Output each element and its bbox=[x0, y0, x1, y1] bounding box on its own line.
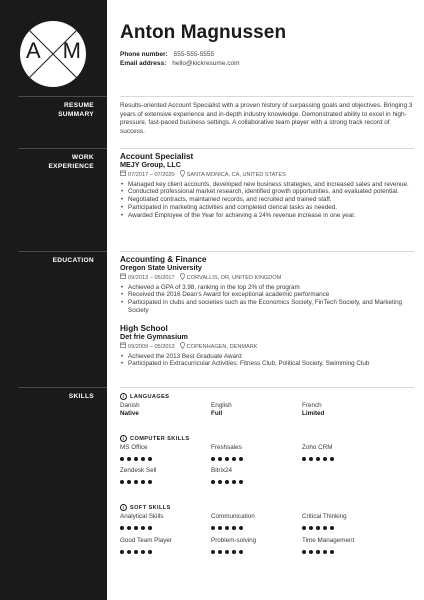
section-title-experience: WORK EXPERIENCE bbox=[48, 154, 94, 170]
rating-dot bbox=[211, 550, 215, 554]
job-meta bbox=[120, 170, 414, 180]
skill-rating bbox=[120, 526, 215, 530]
education-bullets bbox=[120, 284, 414, 316]
sidebar-divider bbox=[18, 96, 107, 97]
phone-label: Phone number: bbox=[120, 51, 168, 58]
rating-dot bbox=[148, 480, 152, 484]
rating-dot bbox=[330, 550, 334, 554]
list-item: • Achieved the 2013 Best Graduate Award bbox=[120, 353, 414, 361]
rating-dot bbox=[239, 480, 243, 484]
rating-dot bbox=[239, 550, 243, 554]
employer-name: MEJY Group, LLC bbox=[120, 160, 181, 169]
rating-dot bbox=[141, 550, 145, 554]
list-item: • Received the 2016 Dean's Award for exceptional academic performance bbox=[120, 291, 414, 299]
monogram-logo bbox=[20, 21, 86, 87]
computer-skill-item: Freshsales bbox=[211, 444, 306, 461]
rating-dot bbox=[218, 550, 222, 554]
calendar-icon bbox=[120, 342, 126, 351]
rating-dot bbox=[141, 480, 145, 484]
rating-dot bbox=[218, 526, 222, 530]
rating-dot bbox=[134, 457, 138, 461]
section-title-education: EDUCATION bbox=[52, 257, 94, 264]
rating-dot bbox=[141, 457, 145, 461]
rating-dot bbox=[127, 480, 131, 484]
degree-title: High School bbox=[120, 324, 168, 333]
calendar-icon bbox=[120, 273, 126, 282]
rating-dot bbox=[148, 550, 152, 554]
skill-rating bbox=[120, 550, 215, 554]
sidebar-divider bbox=[18, 251, 107, 252]
contact-email bbox=[120, 61, 240, 68]
section-divider bbox=[120, 148, 414, 149]
list-item: • Awarded Employee of the Year for achieving a 24% revenue increase in one year. bbox=[120, 212, 414, 220]
education-entry bbox=[120, 324, 414, 368]
rating-dot bbox=[232, 550, 236, 554]
rating-dot bbox=[309, 526, 313, 530]
education-dates: 09/2009 – 05/2013 bbox=[128, 343, 175, 350]
monogram-letter-left: A bbox=[26, 38, 41, 63]
computer-skill-item: Zoho CRM bbox=[302, 444, 397, 461]
soft-skill-item: Problem-solving bbox=[211, 537, 306, 554]
skill-rating bbox=[120, 457, 215, 461]
degree-title: Accounting & Finance bbox=[120, 255, 207, 264]
computer-skill-item: Zendesk Sell bbox=[120, 467, 215, 484]
experience-entry bbox=[120, 152, 414, 220]
rating-dot bbox=[239, 526, 243, 530]
rating-dot bbox=[218, 457, 222, 461]
email-value[interactable]: hello@kickresume.com bbox=[172, 60, 240, 67]
rating-dot bbox=[302, 526, 306, 530]
list-item: • Participated in Extracurricular Activities: Fitness Club, Political Society, Swimming Club bbox=[120, 360, 414, 368]
rating-dot bbox=[211, 457, 215, 461]
soft-skills-heading: i SOFT SKILLS bbox=[120, 504, 171, 511]
rating-dot bbox=[302, 457, 306, 461]
skill-rating bbox=[120, 480, 215, 484]
rating-dot bbox=[232, 480, 236, 484]
monogram-letter-right: M bbox=[62, 38, 81, 63]
rating-dot bbox=[120, 550, 124, 554]
info-icon: i bbox=[120, 435, 127, 442]
rating-dot bbox=[120, 457, 124, 461]
rating-dot bbox=[134, 526, 138, 530]
rating-dot bbox=[316, 550, 320, 554]
section-divider bbox=[120, 96, 414, 97]
computer-skill-item: MS Office bbox=[120, 444, 215, 461]
rating-dot bbox=[127, 550, 131, 554]
computer-skills-heading: i COMPUTER SKILLS bbox=[120, 435, 189, 442]
job-location: SANTA MONICA, CA, UNITED STATES bbox=[186, 171, 286, 178]
list-item: • Conducted professional market research, identified growth opportunities, and evaluated potential. bbox=[120, 188, 414, 196]
job-title: Account Specialist bbox=[120, 152, 194, 161]
job-bullets bbox=[120, 181, 414, 221]
rating-dot bbox=[148, 526, 152, 530]
rating-dot bbox=[316, 457, 320, 461]
rating-dot bbox=[316, 526, 320, 530]
section-divider bbox=[120, 387, 414, 388]
rating-dot bbox=[239, 457, 243, 461]
rating-dot bbox=[134, 480, 138, 484]
list-item: • Achieved a GPA of 3.98, ranking in the top 2% of the program bbox=[120, 284, 414, 292]
rating-dot bbox=[127, 526, 131, 530]
rating-dot bbox=[323, 457, 327, 461]
language-item: Danish Native bbox=[120, 402, 140, 417]
soft-skill-item: Communication bbox=[211, 513, 306, 530]
rating-dot bbox=[120, 526, 124, 530]
language-item: French Limited bbox=[302, 402, 325, 417]
computer-skill-item: Bitrix24 bbox=[211, 467, 306, 484]
list-item: • Managed key client accounts, developed new business strategies, and increased sales and revenue. bbox=[120, 181, 414, 189]
sidebar-divider bbox=[18, 387, 107, 388]
rating-dot bbox=[225, 457, 229, 461]
education-entry bbox=[120, 255, 414, 315]
rating-dot bbox=[225, 550, 229, 554]
rating-dot bbox=[225, 526, 229, 530]
education-location: CORVALLIS, OR, UNITED KINGDOM bbox=[186, 274, 282, 281]
email-label: Email address: bbox=[120, 60, 167, 67]
soft-skill-item: Good Team Player bbox=[120, 537, 215, 554]
skill-rating bbox=[211, 480, 306, 484]
sidebar-divider bbox=[18, 148, 107, 149]
school-name: Det frie Gymnasium bbox=[120, 332, 188, 341]
rating-dot bbox=[148, 457, 152, 461]
skill-rating bbox=[211, 550, 306, 554]
rating-dot bbox=[309, 457, 313, 461]
candidate-name: Anton Magnussen bbox=[120, 22, 287, 43]
skill-rating bbox=[302, 526, 397, 530]
phone-value[interactable]: 555-555-5555 bbox=[173, 51, 215, 58]
list-item: • Participated in marketing activities and completed clerical tasks as needed. bbox=[120, 204, 414, 212]
location-pin-icon bbox=[180, 342, 185, 352]
section-title-summary: RESUME SUMMARY bbox=[58, 102, 94, 118]
rating-dot bbox=[141, 526, 145, 530]
info-icon: i bbox=[120, 393, 127, 400]
rating-dot bbox=[211, 480, 215, 484]
rating-dot bbox=[302, 550, 306, 554]
contact-phone bbox=[120, 52, 214, 59]
rating-dot bbox=[127, 457, 131, 461]
rating-dot bbox=[134, 550, 138, 554]
rating-dot bbox=[232, 457, 236, 461]
soft-skill-item: Analytical Skills bbox=[120, 513, 215, 530]
language-item: English Full bbox=[211, 402, 232, 417]
rating-dot bbox=[323, 526, 327, 530]
rating-dot bbox=[232, 526, 236, 530]
calendar-icon bbox=[120, 170, 126, 179]
education-meta bbox=[120, 342, 414, 352]
rating-dot bbox=[330, 526, 334, 530]
rating-dot bbox=[218, 480, 222, 484]
school-name: Oregon State University bbox=[120, 263, 202, 272]
education-location: COPENHAGEN, DENMARK bbox=[186, 343, 258, 350]
education-meta bbox=[120, 273, 414, 283]
main-content bbox=[107, 0, 424, 600]
rating-dot bbox=[330, 457, 334, 461]
rating-dot bbox=[323, 550, 327, 554]
rating-dot bbox=[309, 550, 313, 554]
skill-rating bbox=[302, 550, 397, 554]
rating-dot bbox=[225, 480, 229, 484]
job-dates: 07/2017 – 07/2020 bbox=[128, 171, 175, 178]
location-pin-icon bbox=[180, 273, 185, 283]
location-pin-icon bbox=[180, 170, 185, 180]
rating-dot bbox=[211, 526, 215, 530]
section-divider bbox=[120, 251, 414, 252]
list-item: • Participated in clubs and societies such as the Economics Society, FinTech Society, and Marketing Society bbox=[120, 299, 414, 315]
sidebar bbox=[0, 0, 107, 600]
soft-skill-item: Time Management bbox=[302, 537, 397, 554]
summary-text: Results-oriented Account Specialist with a proven history of surpassing goals and objectives. Bringing 3 years of extensive experience and in-depth industry knowledge. Demonstrated ability to excel in high-pressure, fast-paced business settings. A collaborative team player with a strong track record of success. bbox=[120, 102, 413, 136]
skill-rating bbox=[211, 526, 306, 530]
list-item: • Negotiated contracts, maintained records, and recruited and trained staff. bbox=[120, 196, 414, 204]
skill-rating bbox=[211, 457, 306, 461]
section-title-skills: SKILLS bbox=[68, 393, 94, 400]
soft-skill-item: Critical Thinking bbox=[302, 513, 397, 530]
education-bullets bbox=[120, 353, 414, 369]
education-dates: 09/2013 – 05/2017 bbox=[128, 274, 175, 281]
skill-rating bbox=[302, 457, 397, 461]
rating-dot bbox=[120, 480, 124, 484]
info-icon: i bbox=[120, 504, 127, 511]
languages-heading: i LANGUAGES bbox=[120, 393, 169, 400]
